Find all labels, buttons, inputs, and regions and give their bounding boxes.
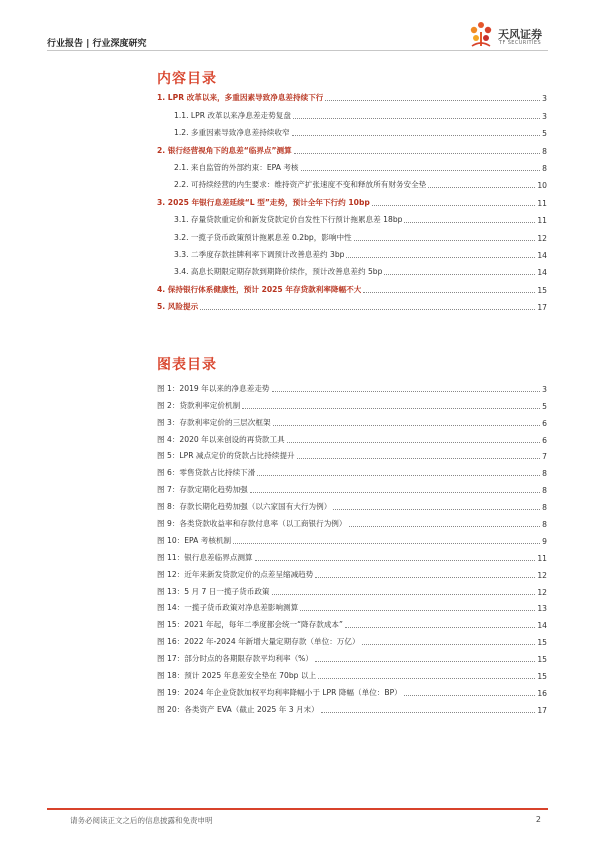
entry-page: 12 bbox=[537, 570, 547, 580]
entry-label: 图 20：各类资产 EVA（截止 2025 年 3 月末） bbox=[157, 704, 319, 714]
entry-page: 8 bbox=[542, 469, 547, 479]
figure-entry[interactable] bbox=[157, 478, 547, 495]
entry-label: 3.1. 存量贷款重定价和新发贷款定价自发性下行预计拖累息差 18bp bbox=[174, 215, 403, 225]
dot-leader bbox=[273, 425, 541, 426]
entry-page: 15 bbox=[537, 672, 547, 682]
figure-entry[interactable] bbox=[157, 445, 547, 462]
entry-label: 图 13：5 月 7 日一揽子货币政策 bbox=[157, 586, 270, 596]
entry-label: 图 7：存款定期化趋势加强 bbox=[157, 485, 248, 495]
figure-entry[interactable] bbox=[157, 377, 547, 394]
entry-label: 1.2. 多重因素导致净息差持续收窄 bbox=[174, 128, 290, 138]
dot-leader bbox=[363, 292, 535, 293]
figure-entry[interactable] bbox=[157, 647, 547, 664]
figure-entry[interactable] bbox=[157, 512, 547, 529]
figure-entry[interactable] bbox=[157, 597, 547, 614]
entry-label: 2.2. 可持续经营的内生要求：维持资产扩张速度不变和释放所有财务安全垫 bbox=[174, 180, 427, 190]
entry-label: 图 9：各类贷款收益率和存款付息率（以工商银行为例） bbox=[157, 519, 347, 529]
toc-entry[interactable] bbox=[157, 103, 547, 120]
figure-entry[interactable] bbox=[157, 546, 547, 563]
figure-entry[interactable] bbox=[157, 698, 547, 715]
entry-label: 3. 2025 年银行息差延续“L 型”走势，预计全年下行约 10bp bbox=[157, 197, 370, 207]
toc-entry[interactable] bbox=[157, 260, 547, 277]
figures-list bbox=[157, 377, 547, 715]
entry-label: 图 8：存款长期化趋势加强（以六家国有大行为例） bbox=[157, 502, 332, 512]
dot-leader bbox=[242, 408, 540, 409]
report-category: 行业报告 | 行业深度研究 bbox=[47, 39, 147, 49]
entry-label: 2. 银行经营视角下的息差“临界点”测算 bbox=[157, 145, 292, 155]
entry-page: 14 bbox=[537, 250, 547, 260]
toc-entry[interactable] bbox=[157, 243, 547, 260]
entry-label: 3.2. 一揽子货币政策预计拖累息差 0.2bp，影响中性 bbox=[174, 232, 352, 242]
dot-leader bbox=[384, 274, 535, 275]
dot-leader bbox=[287, 442, 540, 443]
entry-label: 图 18：预计 2025 年息差安全垫在 70bp 以上 bbox=[157, 671, 317, 681]
entry-page: 8 bbox=[542, 503, 547, 513]
toc-entry[interactable] bbox=[157, 121, 547, 138]
entry-page: 6 bbox=[542, 418, 547, 428]
dot-leader bbox=[318, 678, 535, 679]
entry-page: 9 bbox=[542, 536, 547, 546]
toc-entry[interactable] bbox=[157, 156, 547, 173]
entry-label: 5. 风险提示 bbox=[157, 302, 199, 312]
entry-page: 11 bbox=[537, 553, 547, 563]
dot-leader bbox=[272, 594, 536, 595]
footer-divider bbox=[47, 808, 548, 810]
entry-page: 17 bbox=[537, 303, 547, 313]
entry-page: 7 bbox=[542, 452, 547, 462]
toc-entry[interactable] bbox=[157, 86, 547, 103]
entry-label: 图 10：EPA 考核机制 bbox=[157, 535, 232, 545]
entry-label: 图 12：近年来新发贷款定价的点差呈缩减趋势 bbox=[157, 569, 314, 579]
dot-leader bbox=[404, 222, 535, 223]
dot-leader bbox=[345, 627, 535, 628]
figure-entry[interactable] bbox=[157, 394, 547, 411]
entry-label: 图 2：贷款利率定价机制 bbox=[157, 400, 241, 410]
entry-page: 8 bbox=[542, 520, 547, 530]
dot-leader bbox=[294, 153, 540, 154]
figure-entry[interactable] bbox=[157, 630, 547, 647]
entry-page: 15 bbox=[537, 638, 547, 648]
dot-leader bbox=[257, 475, 540, 476]
toc-entry[interactable] bbox=[157, 190, 547, 207]
logo-chinese-name: 天风证券 bbox=[498, 28, 542, 41]
entry-label: 图 16：2022 年-2024 年新增大量定期存款（单位：万亿） bbox=[157, 637, 360, 647]
entry-page: 11 bbox=[537, 198, 547, 208]
entry-page: 17 bbox=[537, 705, 547, 715]
figures-title: 图表目录 bbox=[157, 357, 217, 373]
entry-page: 8 bbox=[542, 486, 547, 496]
toc-entry[interactable] bbox=[157, 277, 547, 294]
figure-entry[interactable] bbox=[157, 428, 547, 445]
dot-leader bbox=[292, 135, 541, 136]
footer-disclaimer: 请务必阅读正文之后的信息披露和免责申明 bbox=[70, 816, 213, 825]
entry-label: 图 11：银行息差临界点测算 bbox=[157, 552, 253, 562]
entry-page: 15 bbox=[537, 285, 547, 295]
dot-leader bbox=[354, 240, 536, 241]
toc-entry[interactable] bbox=[157, 173, 547, 190]
dot-leader bbox=[315, 661, 535, 662]
entry-label: 图 4：2020 年以来创设的再贷款工具 bbox=[157, 434, 285, 444]
figure-entry[interactable] bbox=[157, 681, 547, 698]
entry-page: 10 bbox=[537, 181, 547, 191]
entry-page: 3 bbox=[542, 111, 547, 121]
toc-entry[interactable] bbox=[157, 295, 547, 312]
dot-leader bbox=[325, 100, 540, 101]
figure-entry[interactable] bbox=[157, 613, 547, 630]
entry-label: 图 17：部分时点的各期限存款平均利率（%） bbox=[157, 654, 313, 664]
toc-entry[interactable] bbox=[157, 138, 547, 155]
entry-page: 12 bbox=[537, 587, 547, 597]
entry-label: 4. 保持银行体系健康性，预计 2025 年存贷款利率降幅不大 bbox=[157, 284, 362, 294]
entry-label: 图 1：2019 年以来的净息差走势 bbox=[157, 383, 270, 393]
entry-page: 3 bbox=[542, 384, 547, 394]
dot-leader bbox=[362, 644, 536, 645]
figure-entry[interactable] bbox=[157, 529, 547, 546]
figure-entry[interactable] bbox=[157, 580, 547, 597]
dot-leader bbox=[250, 492, 540, 493]
dot-leader bbox=[346, 257, 535, 258]
entry-page: 6 bbox=[542, 435, 547, 445]
dot-leader bbox=[293, 118, 540, 119]
entry-page: 15 bbox=[537, 655, 547, 665]
entry-label: 2.1. 来自监管的外部约束：EPA 考核 bbox=[174, 162, 299, 172]
entry-label: 图 6：零售贷款占比持续下滑 bbox=[157, 468, 256, 478]
dot-leader bbox=[404, 695, 536, 696]
entry-page: 16 bbox=[537, 688, 547, 698]
entry-label: 图 15：2021 年起，每年二季度都会统一“降存款成本” bbox=[157, 620, 343, 630]
page-number: 2 bbox=[535, 815, 541, 824]
dot-leader bbox=[297, 458, 541, 459]
entry-page: 8 bbox=[542, 163, 547, 173]
dot-leader bbox=[255, 560, 536, 561]
entry-label: 图 5：LPR 减点定价的贷款占比持续提升 bbox=[157, 451, 295, 461]
entry-page: 11 bbox=[537, 216, 547, 226]
entry-page: 8 bbox=[542, 146, 547, 156]
dot-leader bbox=[272, 391, 541, 392]
entry-label: 3.4. 高息长期限定期存款到期降价续作，预计改善息差约 5bp bbox=[174, 267, 383, 277]
dot-leader bbox=[301, 170, 541, 171]
entry-page: 13 bbox=[537, 604, 547, 614]
entry-page: 5 bbox=[542, 129, 547, 139]
header-divider bbox=[47, 50, 548, 51]
dot-leader bbox=[349, 526, 541, 527]
dot-leader bbox=[321, 712, 536, 713]
dot-leader bbox=[428, 187, 535, 188]
logo-english-name: TF SECURITIES bbox=[499, 40, 542, 46]
dot-leader bbox=[300, 610, 535, 611]
dot-leader bbox=[372, 205, 536, 206]
entry-label: 图 14：一揽子货币政策对净息差影响测算 bbox=[157, 603, 299, 613]
tf-logo-icon bbox=[466, 20, 496, 50]
entry-label: 3.3. 二季度存款挂牌利率下调预计改善息差约 3bp bbox=[174, 249, 345, 259]
entry-page: 3 bbox=[542, 94, 547, 104]
dot-leader bbox=[233, 543, 540, 544]
company-logo bbox=[466, 20, 550, 50]
dot-leader bbox=[200, 309, 535, 310]
dot-leader bbox=[333, 509, 540, 510]
entry-label: 图 3：存款利率定价的三层次框架 bbox=[157, 417, 271, 427]
entry-label: 1.1. LPR 改革以来净息差走势复盘 bbox=[174, 110, 291, 120]
dot-leader bbox=[315, 577, 535, 578]
toc-title: 内容目录 bbox=[157, 71, 217, 87]
entry-page: 14 bbox=[537, 621, 547, 631]
entry-page: 12 bbox=[537, 233, 547, 243]
figure-entry[interactable] bbox=[157, 411, 547, 428]
entry-page: 14 bbox=[537, 268, 547, 278]
entry-page: 5 bbox=[542, 401, 547, 411]
entry-label: 1. LPR 改革以来，多重因素导致净息差持续下行 bbox=[157, 93, 324, 103]
toc-entry[interactable] bbox=[157, 225, 547, 242]
figure-entry[interactable] bbox=[157, 563, 547, 580]
entry-label: 图 19：2024 年企业贷款加权平均利率降幅小于 LPR 降幅（单位：BP） bbox=[157, 687, 402, 697]
toc-entry[interactable] bbox=[157, 208, 547, 225]
toc-list bbox=[157, 86, 547, 312]
figure-entry[interactable] bbox=[157, 664, 547, 681]
figure-entry[interactable] bbox=[157, 495, 547, 512]
figure-entry[interactable] bbox=[157, 461, 547, 478]
